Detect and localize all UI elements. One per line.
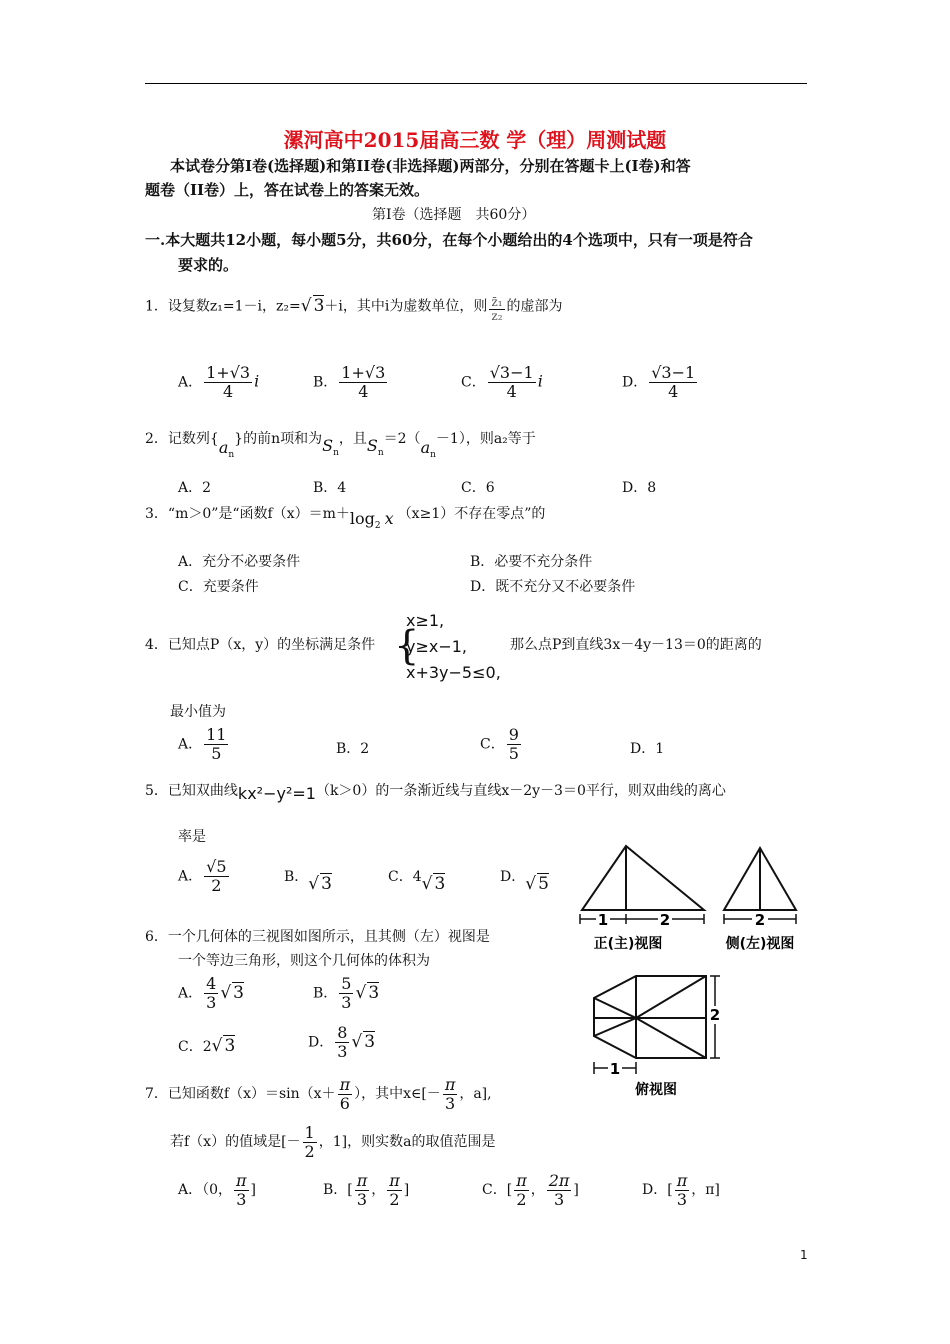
q5-option-d: D．√ 5 <box>500 869 549 894</box>
q4-option-c: C． $\frac{9}{5}$ <box>480 725 519 763</box>
q5-option-c: C．4√ 3 <box>388 869 446 894</box>
q3-option-c: C．充要条件 <box>178 579 259 595</box>
q2-option-a: A．2 <box>178 480 212 496</box>
q1-a-den: 4 <box>223 381 234 401</box>
q1-frac-den: z₂ <box>491 309 503 324</box>
q4-option-d: D．1 <box>630 741 665 757</box>
q2-option-b: B．4 <box>313 480 347 496</box>
top-dim-2: 2 <box>709 1006 721 1024</box>
q4-cond-3: x+3y−5≤0, <box>406 663 501 682</box>
q4-option-b: B．2 <box>336 741 370 757</box>
q4-cond-1: x≥1, <box>406 611 445 630</box>
page-number: 1 <box>800 1248 808 1262</box>
top-view <box>594 976 706 1058</box>
q1-stem-b: ＋i，其中i为虚数单位，则 <box>324 298 488 315</box>
question-5: 5．已知双曲线kx²−y²=1（k＞0）的一条渐近线与直线x－2y－3＝0平行，则双曲线的离心 <box>145 783 726 803</box>
q4-stem-c: 最小值为 <box>170 704 226 720</box>
front-dim-2: 2 <box>659 911 671 929</box>
q1-b-num: 1+√3 <box>341 363 386 382</box>
q3-option-b: B．必要不充分条件 <box>470 554 593 570</box>
front-view-label: 正(主)视图 <box>593 936 663 952</box>
side-view <box>724 848 796 910</box>
front-view <box>582 846 704 910</box>
q7-option-b: B．[ $\frac{\pi}{3}$ ， $\frac{\pi}{2}$ ] <box>323 1171 410 1209</box>
q7-option-c: C．[ $\frac{\pi}{2}$ ， $\frac{2\pi}{3}$ ] <box>482 1171 579 1209</box>
q4-stem-a: 4．已知点P（x，y）的坐标满足条件 <box>145 637 376 653</box>
q6-option-a: A． $\frac{4}{3}$ √ 3 <box>178 974 244 1012</box>
question-1: 1．设复数z₁=1－i，z₂=√ 3＋i，其中i为虚数单位，则 $\frac{\text{z̄₁}}{\text{z₂}}$ 的虚部为 <box>145 295 563 324</box>
q7-line-2: 若f（x）的值域是[－ $\frac{1}{2}$ ，1]，则实数a的取值范围是 <box>170 1123 496 1161</box>
q3-option-d: D．既不充分又不必要条件 <box>470 579 636 595</box>
question-7: 7．已知函数f（x）＝sin（x＋ $\frac{\pi}{6}$ ），其中x∈[－ $\frac{\pi}{3}$ ，a], <box>145 1075 492 1113</box>
q5-option-a: A． $\frac{√5}{2}$ <box>178 857 227 895</box>
q1-b-den: 4 <box>358 381 369 401</box>
q2-option-d: D．8 <box>622 480 657 496</box>
part1-heading: 第Ⅰ卷（选择题 共60分） <box>372 207 536 223</box>
q1-d-num: √3−1 <box>651 363 696 382</box>
three-view-figure <box>574 838 810 1098</box>
section1-line-2: 要求的。 <box>178 256 239 274</box>
q1-sqrt3: 3 <box>313 295 325 316</box>
top-rule <box>145 83 807 84</box>
q1-stem-a: 1．设复数z₁=1－i，z₂= <box>145 298 301 315</box>
q6-option-d: D． $\frac{8}{3}$ √ 3 <box>308 1023 376 1061</box>
q7-option-d: D．[ $\frac{\pi}{3}$ ，π] <box>642 1171 720 1209</box>
q4-conditions <box>406 608 501 686</box>
q4-cond-2: y≥x−1, <box>406 637 468 656</box>
q6-stem-a: 6．一个几何体的三视图如图所示，且其侧（左）视图是 <box>145 929 490 945</box>
q1-option-a: A． $\frac{1+√3}{4}$ i <box>178 363 260 401</box>
intro-line-2: 题卷（II卷）上，答在试卷上的答案无效。 <box>145 181 430 199</box>
question-2: 2．记数列$\{a_n\}$的前n项和为$S_n$，且$S_n=2(a_n-1)$，则a₂等于 <box>145 431 536 460</box>
q7-option-a: A．（0， $\frac{\pi}{3}$ ] <box>178 1171 257 1209</box>
q1-option-b: B． $\frac{1+√3}{4}$ <box>313 363 386 401</box>
q2-option-c: C．6 <box>461 480 495 496</box>
intro-line-1: 本试卷分第Ⅰ卷(选择题)和第II卷(非选择题)两部分，分别在答题卡上(Ⅰ卷)和答 <box>170 157 691 175</box>
q1-c-den: 4 <box>506 381 517 401</box>
q1-d-den: 4 <box>668 381 679 401</box>
q5-stem-c: 率是 <box>178 829 206 845</box>
q6-option-c: C．2√ 3 <box>178 1036 236 1056</box>
q4-option-a: A． $\frac{11}{5}$ <box>178 725 227 763</box>
q1-frac-num: z̄₁ <box>491 295 503 309</box>
q4-stem-b: 那么点P到直线3x－4y－13＝0的距离的 <box>510 637 762 653</box>
exam-title: 漯河高中2015届高三数 学（理）周测试题 <box>283 128 667 152</box>
q3-option-a: A．充分不必要条件 <box>178 554 301 570</box>
side-dim-2: 2 <box>754 911 766 929</box>
top-dim-1: 1 <box>609 1060 621 1078</box>
q1-option-c: C． $\frac{√3-1}{4}$ i <box>461 363 543 401</box>
q6-option-b: B． $\frac{5}{3}$ √ 3 <box>313 974 380 1012</box>
q4-brace: { <box>394 623 420 669</box>
q5-option-b: B．√ 3 <box>284 869 332 894</box>
top-view-label: 俯视图 <box>635 1082 677 1098</box>
q1-a-num: 1+√3 <box>206 363 251 382</box>
q1-c-num: √3−1 <box>489 363 534 382</box>
q6-stem-b: 一个等边三角形，则这个几何体的体积为 <box>178 953 430 969</box>
section1-line-1: 一.本大题共12小题，每小题5分，共60分，在每个小题给出的4个选项中，只有一项是符合 <box>145 231 753 249</box>
front-dim-1: 1 <box>597 911 609 929</box>
side-view-label: 侧(左)视图 <box>725 936 795 952</box>
q1-option-d: D． $\frac{√3-1}{4}$ <box>622 363 696 401</box>
q1-stem-c: 的虚部为 <box>506 298 563 315</box>
question-3: 3．“m＞0”是“函数$f(x)=m+\log_2$ x （x≥1）不存在零点”的 <box>145 506 546 531</box>
